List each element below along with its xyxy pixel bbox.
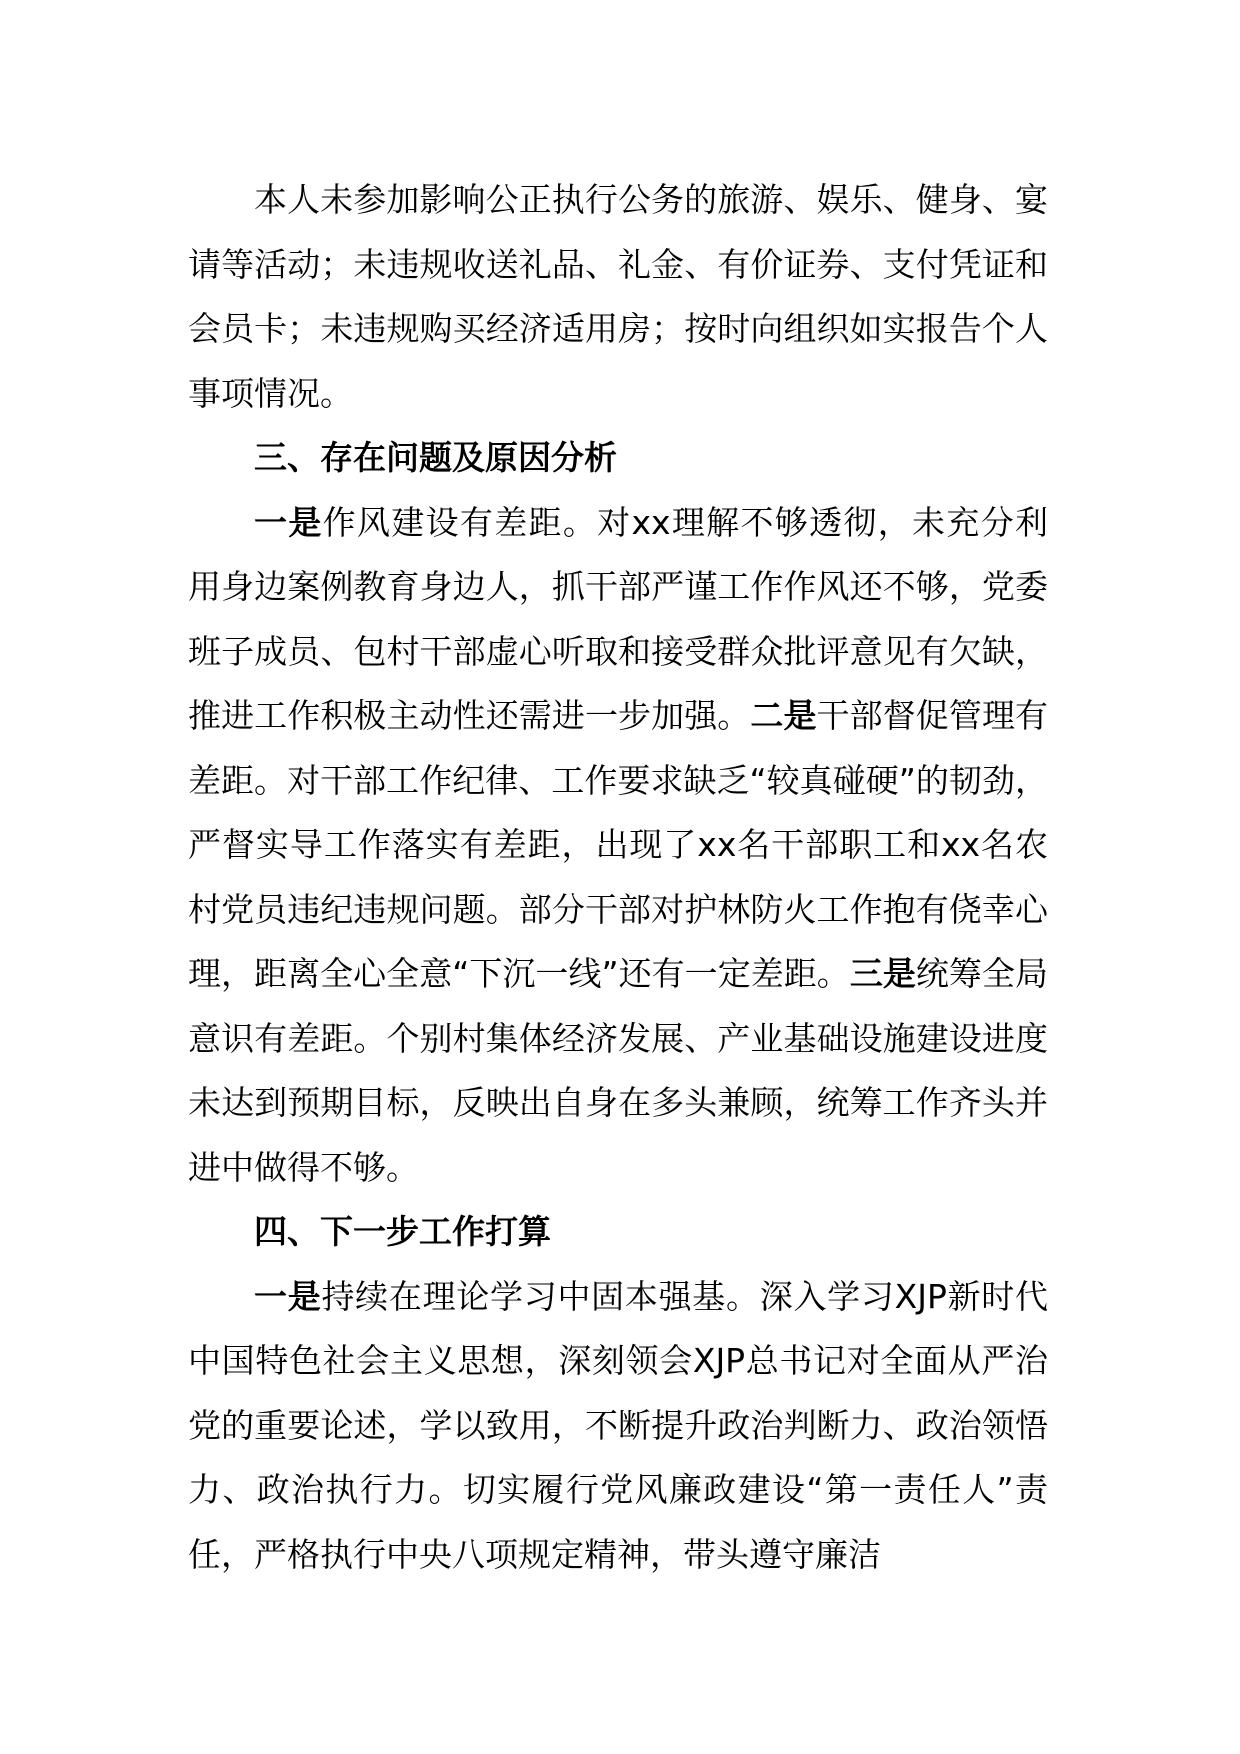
point-2-text: 干部督促管理有差距。对干部工作纪律、工作要求缺乏“较真碰硬”的韧劲，严督实导工作落实有差距，出现了xx名干部职工和xx名农村党员违纪违规问题。部分干部对护林防火工作抱有侥幸心理，距离全心全意“下沉一线”还有一定差距。 — [188, 696, 1049, 993]
point-2-lead: 二是 — [750, 696, 817, 735]
point-3-text: 统筹全局意识有差距。个别村集体经济发展、产业基础设施建设进度未达到预期目标，反映出自身在多头兼顾，统筹工作齐头并进中做得不够。 — [188, 954, 1048, 1187]
section-4-heading: 四、下一步工作打算 — [254, 1212, 551, 1251]
point-3-lead: 三是 — [849, 954, 916, 993]
plan-1-lead: 一是 — [254, 1276, 322, 1316]
section-3-heading: 三、存在问题及原因分析 — [254, 438, 617, 477]
intro-paragraph — [188, 168, 1048, 426]
point-1-text: 作风建设有差距。对xx理解不够透彻，未充分利用身边案例教育身边人，抓干部严谨工作作风还不够，党委班子成员、包村干部虚心听取和接受群众批评意见有欠缺，推进工作积极主动性还需进一步加强。 — [188, 502, 1049, 735]
document-body — [188, 168, 1048, 1587]
intro-text: 本人未参加影响公正执行公务的旅游、娱乐、健身、宴请等活动；未违规收送礼品、礼金、有价证券、支付凭证和会员卡；未违规购买经济适用房；按时向组织如实报告个人事项情况。 — [188, 180, 1048, 413]
point-1-lead: 一是 — [254, 502, 323, 542]
plan-1-text: 持续在理论学习中固本强基。深入学习XJP新时代中国特色社会主义思想，深刻领会XJP总书记对全面从严治党的重要论述，学以致用，不断提升政治判断力、政治领悟力、政治执行力。切实履行党风廉政建设“第一责任人”责任，严格执行中央八项规定精神，带头遵守廉洁 — [188, 1276, 1048, 1574]
section-3-paragraph — [188, 491, 1048, 1201]
section-4-paragraph — [188, 1265, 1048, 1588]
